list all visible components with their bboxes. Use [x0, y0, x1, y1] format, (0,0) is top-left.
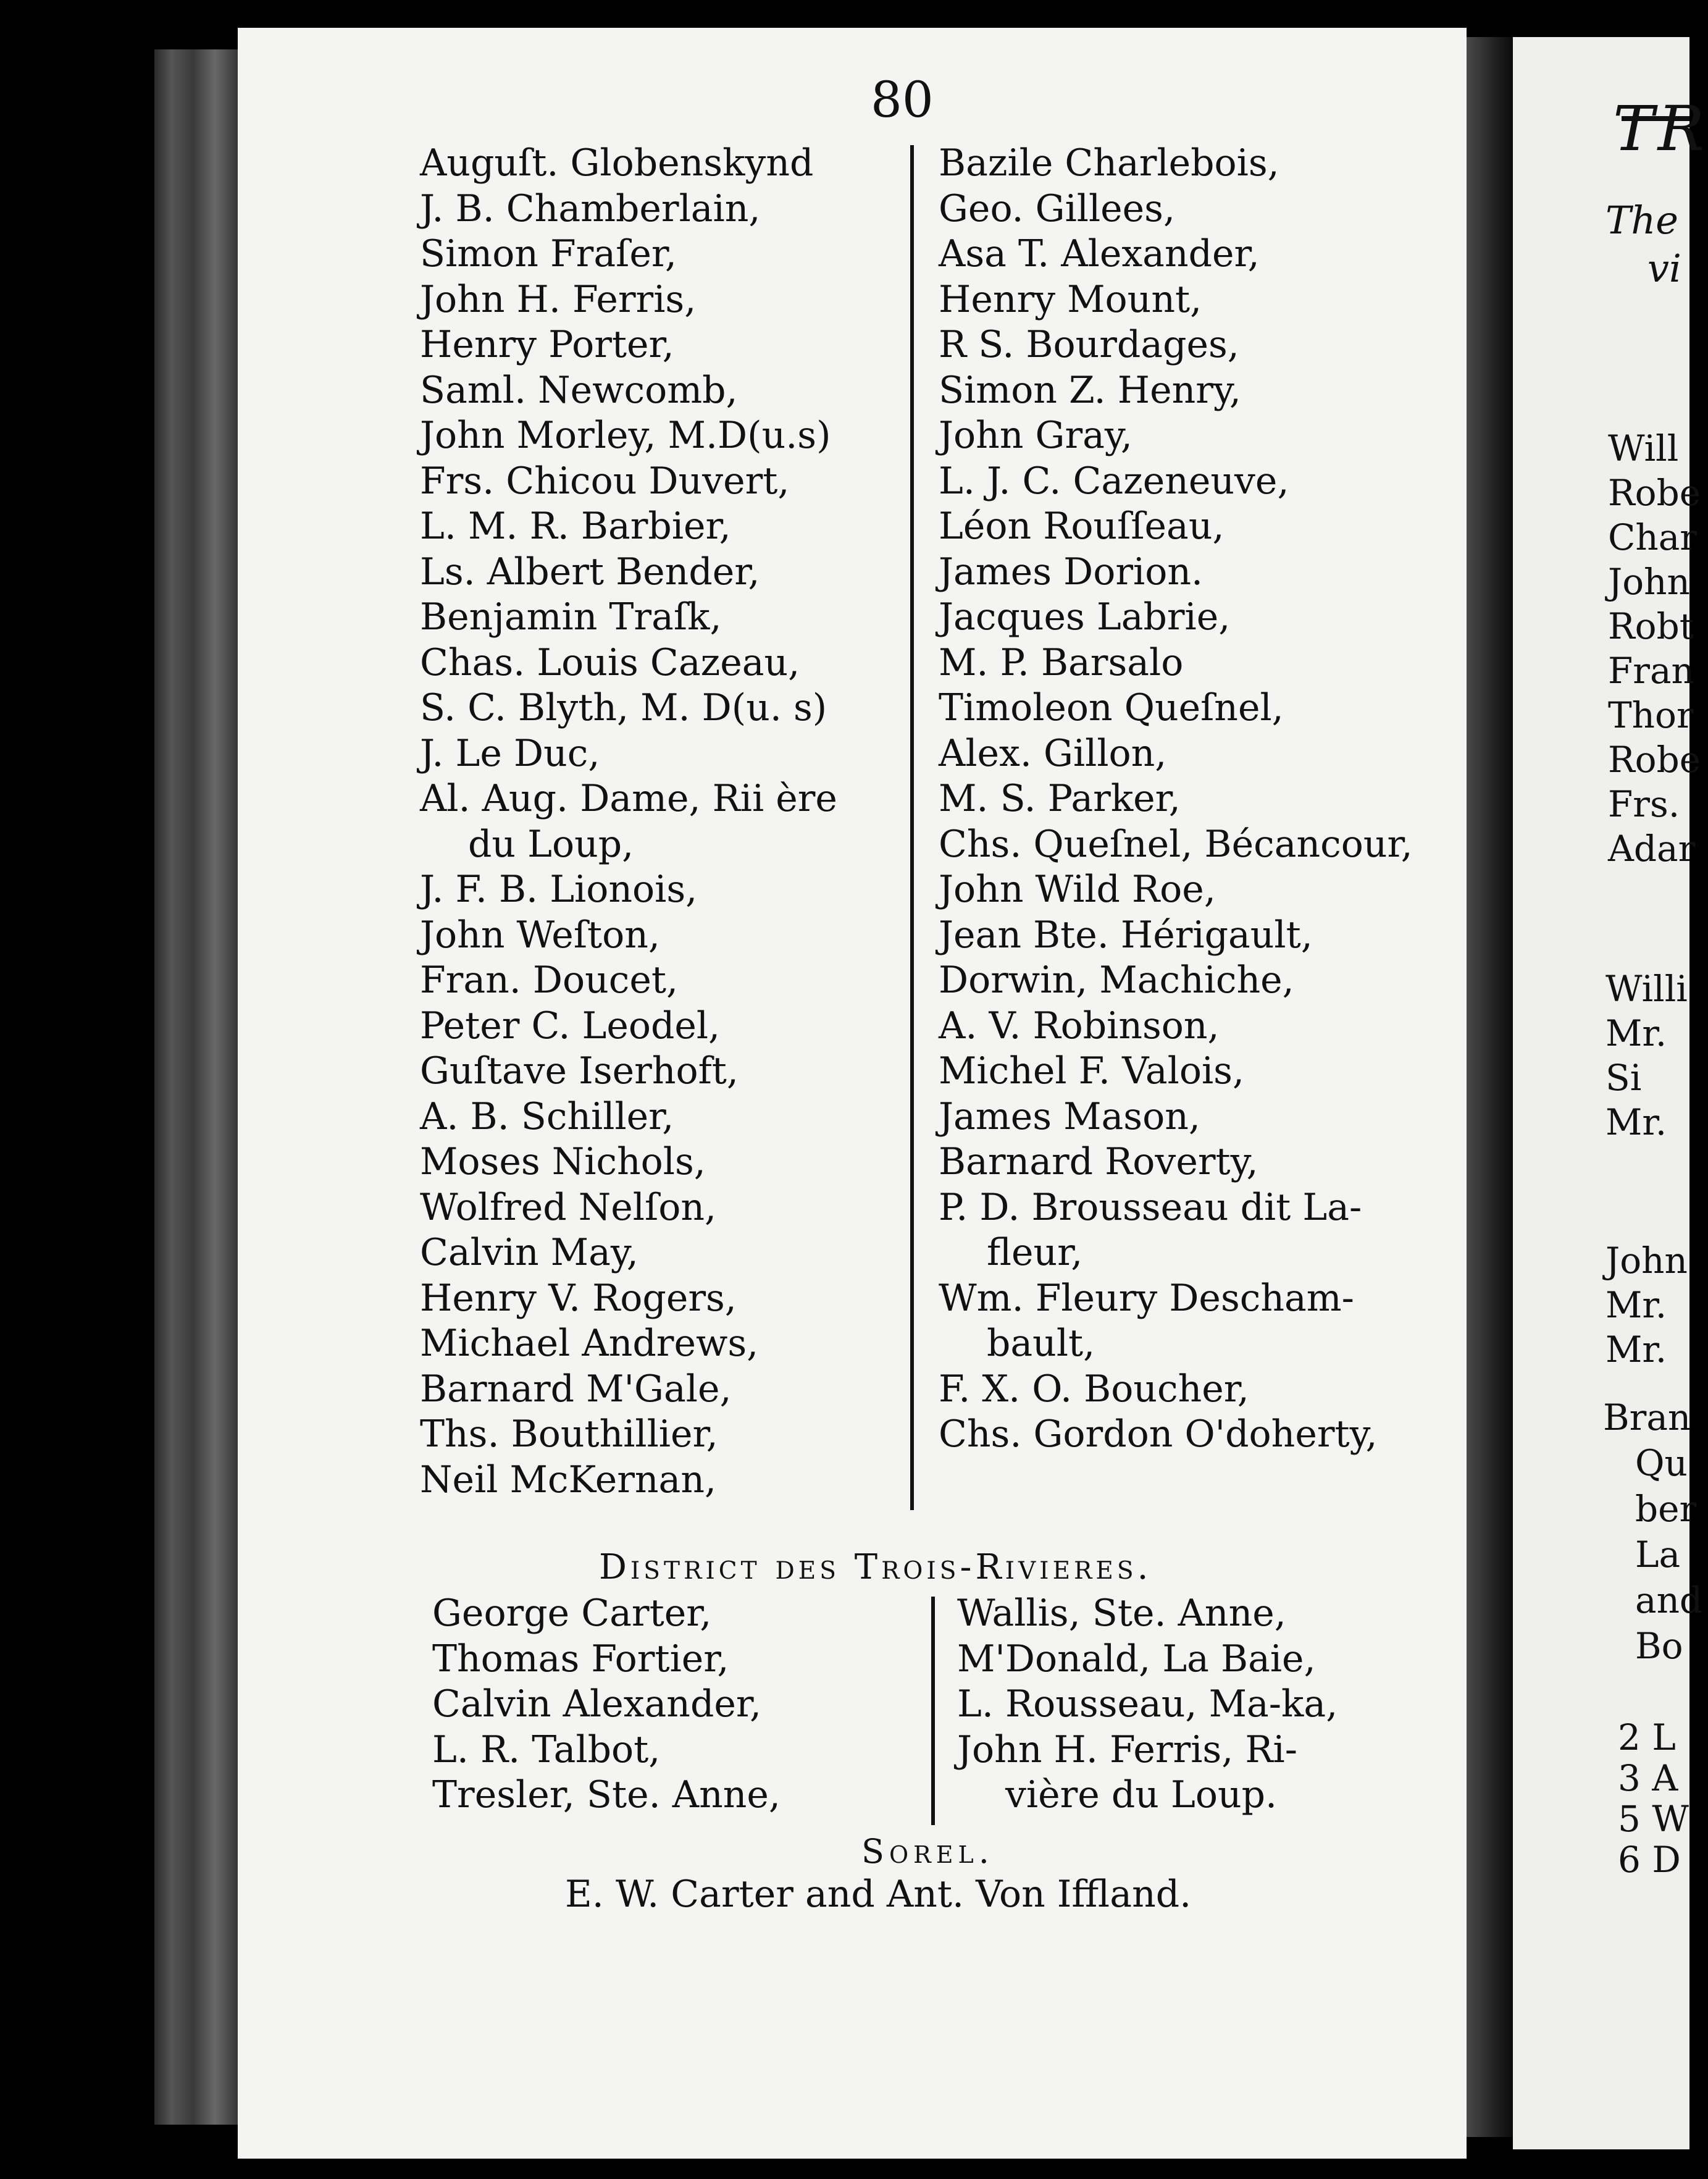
list-entry: Calvin Alexander,: [432, 1682, 762, 1726]
list-entry: John: [1605, 1240, 1688, 1282]
list-entry: fleur,: [987, 1231, 1083, 1274]
list-entry: Mr.: [1605, 1329, 1667, 1371]
name-column-right: [939, 141, 1413, 1458]
list-entry: A. V. Robinson,: [939, 1004, 1220, 1048]
list-entry: bault,: [987, 1322, 1095, 1365]
list-entry: Jean Bte. Hérigault,: [939, 913, 1313, 957]
facing-list-5: [1618, 1717, 1689, 1880]
list-entry: La: [1635, 1534, 1681, 1576]
sorel-line: E. W. Carter and Ant. Von Iffland.: [565, 1873, 1192, 1916]
list-entry: R S. Bourdages,: [939, 323, 1239, 366]
list-entry: J. Le Duc,: [420, 731, 600, 775]
list-entry: Frs.: [1608, 783, 1680, 825]
list-entry: Michael Andrews,: [420, 1322, 759, 1365]
list-entry: 2 L: [1618, 1716, 1676, 1758]
list-entry: Alex. Gillon,: [939, 731, 1167, 775]
list-entry: ber: [1635, 1488, 1697, 1530]
list-entry: Peter C. Leodel,: [420, 1004, 721, 1048]
list-entry: Simon Fraſer,: [420, 232, 677, 275]
list-entry: John H. Ferris, Ri-: [957, 1728, 1297, 1771]
list-entry: Barnard M'Gale,: [420, 1367, 732, 1411]
list-entry: John Morley, M.D(u.s): [420, 414, 831, 457]
list-entry: Qu: [1635, 1442, 1688, 1484]
list-entry: Moses Nichols,: [420, 1140, 706, 1183]
list-entry: Léon Rouſſeau,: [939, 505, 1224, 548]
list-entry: Mr.: [1605, 1284, 1667, 1326]
district-column-right: [957, 1591, 1338, 1818]
list-entry: P. D. Brousseau dit La-: [939, 1185, 1362, 1229]
list-entry: M'Donald, La Baie,: [957, 1637, 1316, 1681]
district-column-rule: [931, 1597, 935, 1825]
list-entry: vière du Loup.: [1005, 1773, 1278, 1816]
list-entry: Bran: [1603, 1396, 1691, 1438]
list-entry: Robe: [1608, 739, 1701, 781]
facing-subtitle: The: [1605, 198, 1678, 243]
name-column-left: [420, 141, 837, 1503]
list-entry: Dorwin, Machiche,: [939, 959, 1294, 1002]
list-entry: Fran: [1608, 650, 1694, 692]
list-entry: Jacques Labrie,: [939, 595, 1231, 639]
list-entry: L. R. Talbot,: [432, 1728, 661, 1771]
list-entry: 6 D: [1618, 1839, 1681, 1881]
list-entry: M. S. Parker,: [939, 777, 1181, 820]
list-entry: John Wild Roe,: [939, 868, 1216, 911]
list-entry: John Gray,: [939, 414, 1132, 457]
list-entry: Fran. Doucet,: [420, 959, 679, 1002]
list-entry: Auguſt. Globenskynd: [420, 141, 814, 185]
facing-title: TR: [1613, 93, 1708, 165]
list-entry: Ls. Albert Bender,: [420, 550, 760, 594]
facing-list-2: [1605, 967, 1689, 1144]
facing-subtitle-2: vi: [1647, 246, 1681, 291]
list-entry: M. P. Barsalo: [939, 640, 1184, 684]
page-gutter: [1467, 37, 1513, 2137]
list-entry: Benjamin Traſk,: [420, 595, 722, 639]
list-entry: 5 W: [1618, 1798, 1689, 1840]
list-entry: Bo: [1635, 1625, 1683, 1667]
list-entry: Simon Z. Henry,: [939, 368, 1241, 412]
list-entry: Geo. Gillees,: [939, 187, 1176, 230]
list-entry: Mr.: [1605, 1101, 1667, 1143]
list-entry: George Carter,: [432, 1592, 712, 1635]
list-entry: Bazile Charlebois,: [939, 141, 1279, 185]
list-entry: Calvin May,: [420, 1231, 638, 1274]
list-entry: Wallis, Ste. Anne,: [957, 1592, 1286, 1635]
facing-list-1: [1608, 426, 1701, 871]
list-entry: Henry Mount,: [939, 277, 1202, 321]
list-entry: Frs. Chicou Duvert,: [420, 459, 790, 503]
list-entry: Asa T. Alexander,: [939, 232, 1260, 275]
list-entry: Saml. Newcomb,: [420, 368, 738, 412]
list-entry: James Dorion.: [939, 550, 1204, 594]
list-entry: Willi: [1605, 968, 1688, 1010]
list-entry: L. Rousseau, Ma-ka,: [957, 1682, 1338, 1726]
list-entry: Robt: [1608, 605, 1694, 647]
list-entry: Chas. Louis Cazeau,: [420, 640, 800, 684]
list-entry: F. X. O. Boucher,: [939, 1367, 1249, 1411]
list-entry: J. F. B. Lionois,: [420, 868, 698, 911]
list-entry: John Weſton,: [420, 913, 660, 957]
list-entry: Al. Aug. Dame, Rii ère: [420, 777, 837, 820]
list-entry: L. M. R. Barbier,: [420, 505, 731, 548]
list-entry: Char: [1608, 516, 1698, 558]
list-entry: Thomas Fortier,: [432, 1637, 729, 1681]
list-entry: Tresler, Ste. Anne,: [432, 1773, 781, 1816]
district-heading: District des Trois-Rivieres.: [599, 1547, 1152, 1587]
list-entry: Chs. Gordon O'doherty,: [939, 1413, 1378, 1456]
list-entry: Si: [1605, 1057, 1642, 1099]
district-column-left: [432, 1591, 781, 1818]
list-entry: Mr.: [1605, 1012, 1667, 1054]
list-entry: Will: [1608, 427, 1679, 469]
list-entry: Neil McKernan,: [420, 1458, 717, 1501]
list-entry: Barnard Roverty,: [939, 1140, 1258, 1183]
facing-list-3: [1605, 1238, 1689, 1372]
list-entry: James Mason,: [939, 1094, 1200, 1138]
list-entry: Henry Porter,: [420, 323, 674, 366]
list-entry: John H. Ferris,: [420, 277, 697, 321]
list-entry: Wolfred Nelſon,: [420, 1185, 717, 1229]
list-entry: Timoleon Queſnel,: [939, 686, 1284, 729]
list-entry: Michel F. Valois,: [939, 1049, 1245, 1093]
list-entry: Robe: [1608, 472, 1701, 514]
list-entry: du Loup,: [468, 822, 634, 866]
list-entry: and: [1635, 1579, 1703, 1621]
facing-list-4: [1603, 1395, 1703, 1669]
list-entry: Guſtave Iserhoft,: [420, 1049, 739, 1093]
list-entry: S. C. Blyth, M. D(u. s): [420, 686, 827, 729]
list-entry: Wm. Fleury Descham-: [939, 1276, 1354, 1320]
page-number: 80: [871, 71, 934, 128]
column-rule: [910, 145, 914, 1510]
list-entry: Henry V. Rogers,: [420, 1276, 737, 1320]
list-entry: L. J. C. Cazeneuve,: [939, 459, 1289, 503]
sorel-heading: Sorel.: [861, 1832, 994, 1871]
book-spine: [154, 49, 241, 2125]
list-entry: Ths. Bouthillier,: [420, 1413, 718, 1456]
list-entry: Chs. Queſnel, Bécancour,: [939, 822, 1413, 866]
list-entry: A. B. Schiller,: [420, 1094, 674, 1138]
list-entry: John: [1608, 561, 1690, 603]
list-entry: Adar: [1608, 828, 1696, 870]
list-entry: J. B. Chamberlain,: [420, 187, 761, 230]
list-entry: Thor: [1608, 694, 1694, 736]
list-entry: 3 A: [1618, 1757, 1678, 1799]
